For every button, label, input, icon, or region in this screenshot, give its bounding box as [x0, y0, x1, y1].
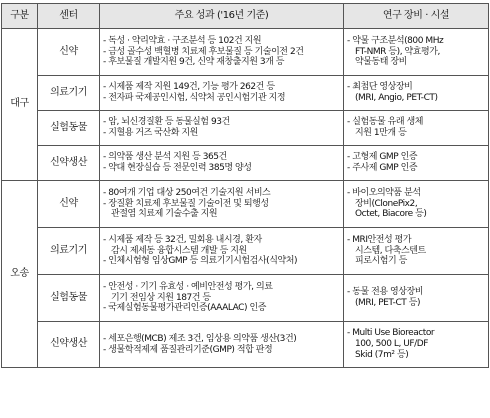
equipment-line: - 주사제 GMP 인증: [347, 163, 418, 173]
equipment-cell: [344, 275, 489, 322]
equipment-line: - 동물 전용 영상장비: [347, 287, 423, 298]
equipment-cell: [344, 322, 489, 368]
header-equipment: 연구 장비 · 시설: [344, 4, 489, 29]
achievement-line: - 약대 현장실습 등 전문인력 385명 양성: [103, 163, 252, 173]
achievement-line: - 국제실험동물평가관리인증(AAALAC) 인증: [103, 303, 266, 314]
achievements-cell: [100, 76, 344, 111]
achievement-line: - 80여개 기업 대상 250여건 기술지원 서비스: [103, 187, 271, 198]
table-row: [2, 146, 489, 181]
table-row: [2, 228, 489, 275]
achievement-line: 관절염 치료제 기술수출 지원: [111, 209, 218, 220]
achievement-line: 감시 제세동 융합시스템 개발 등 지원: [111, 245, 247, 256]
achievements-cell: [100, 322, 344, 368]
equipment-line: - MRI안전성 평가: [347, 234, 412, 245]
region-cell: 오송: [2, 181, 38, 368]
achievement-line: - 지혈용 거즈 국산화 지원: [103, 128, 198, 138]
equipment-line: - 최첨단 영상장비: [347, 82, 413, 93]
achievement-line: - 전자파 국제공인시험, 식약처 공인시험기관 지정: [103, 93, 286, 103]
achievement-line: - 금성 골수성 백혈병 치료제 후보물질 등 기술이전 2건: [103, 46, 304, 57]
table-row: [2, 275, 489, 322]
achievements-cell: [100, 181, 344, 228]
equipment-cell: [344, 146, 489, 181]
equipment-cell: [344, 111, 489, 146]
region-cell: 대구: [2, 29, 38, 181]
equipment-cell: [344, 76, 489, 111]
equipment-cell: [344, 29, 489, 76]
equipment-line: 100, 500 L, UF/DF: [355, 339, 428, 350]
center-cell: 실험동물: [38, 275, 100, 322]
equipment-line: - 실험동물 유래 생체: [347, 117, 423, 128]
center-cell: 실험동물: [38, 111, 100, 146]
achievement-line: - 세포은행(MCB) 제조 3건, 임상용 의약품 생산(3건): [103, 333, 297, 344]
achievements-cell: [100, 228, 344, 275]
center-cell: 의료기기: [38, 228, 100, 275]
equipment-line: 약물동태 장비: [355, 57, 407, 68]
equipment-line: 피로시험기 등: [355, 256, 407, 267]
center-cell: 신약생산: [38, 146, 100, 181]
table-row: [2, 111, 489, 146]
achievement-line: - 후보물질 개발지원 9건, 신약 재창출지원 3개 등: [103, 57, 285, 68]
achievement-line: - 안전성 · 기기 유효성 · 예비안전성 평가, 의료: [103, 281, 273, 292]
center-cell: 신약생산: [38, 322, 100, 368]
performance-table: [1, 3, 489, 368]
achievement-line: - 독성 · 약리약효 · 구조분석 등 102건 지원: [103, 35, 262, 46]
equipment-cell: [344, 181, 489, 228]
equipment-line: - 고형제 GMP 인증: [347, 152, 418, 163]
achievement-line: - 인체시험형 임상GMP 등 의료기기시험검사(식약처): [103, 256, 298, 267]
center-cell: 의료기기: [38, 76, 100, 111]
equipment-line: - 약물 구조분석(800 MHz: [347, 35, 444, 46]
achievement-line: - 생물학적제제 품질관리기준(GMP) 적합 판정: [103, 344, 273, 355]
header-division: 구분: [2, 4, 38, 29]
achievement-line: - 의약품 생산 분석 지원 등 365건: [103, 152, 227, 163]
achievement-line: 기기 전임상 지원 187건 등: [111, 292, 211, 303]
achievement-line: - 시제품 제작 지원 149건, 기능 평가 262건 등: [103, 82, 275, 93]
center-cell: 신약: [38, 181, 100, 228]
achievement-line: - 암, 뇌신경질환 등 동물실험 93건: [103, 117, 230, 128]
equipment-line: Octet, Biacore 등): [355, 209, 427, 220]
equipment-line: 장비(ClonePix2,: [355, 198, 418, 209]
table-row: [2, 76, 489, 111]
equipment-line: - Multi Use Bioreactor: [347, 328, 435, 339]
achievements-cell: [100, 146, 344, 181]
equipment-line: 지원 1만개 등: [355, 128, 407, 138]
achievements-cell: [100, 29, 344, 76]
header-achievements: 주요 성과 ('16년 기준): [100, 4, 344, 29]
achievements-cell: [100, 111, 344, 146]
equipment-line: 시스템, 다축스텐트: [355, 245, 426, 256]
achievements-cell: [100, 275, 344, 322]
equipment-line: Skid (7m² 등): [355, 349, 409, 360]
table-row: [2, 181, 489, 228]
table-row: [2, 322, 489, 368]
center-cell: 신약: [38, 29, 100, 76]
equipment-line: - 바이오의약품 분석: [347, 187, 421, 198]
equipment-line: FT-NMR 등), 약효평가,: [355, 46, 440, 57]
equipment-line: (MRI, Angio, PET-CT): [355, 93, 438, 103]
equipment-cell: [344, 228, 489, 275]
achievement-line: - 장질환 치료제 후보물질 기술이전 및 퇴행성: [103, 198, 269, 209]
table-row: [2, 29, 489, 76]
equipment-line: (MRI, PET-CT 등): [355, 298, 421, 308]
header-center: 센터: [38, 4, 100, 29]
achievement-line: - 시제품 제작 등 32건, 밀회용 내시경, 환자: [103, 234, 262, 245]
header-row: [2, 4, 489, 29]
